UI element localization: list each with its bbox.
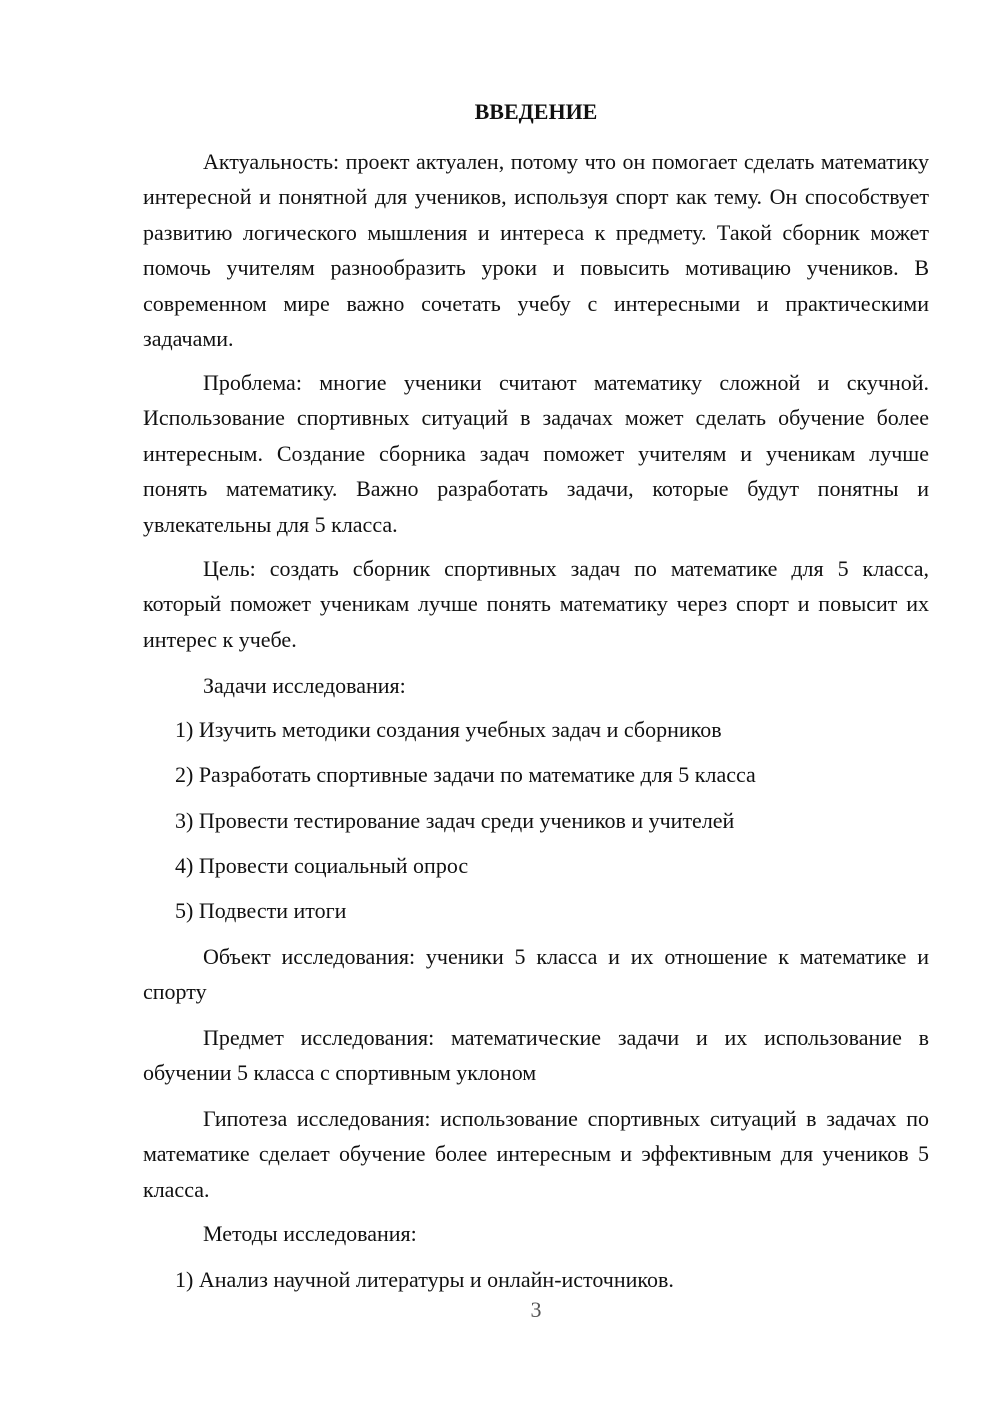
task-item: 5) Подвести итоги <box>175 898 347 923</box>
tasks-heading: Задачи исследования: <box>203 673 406 698</box>
subject-paragraph: Предмет исследования: математические задачи и их использование в обучении 5 класса с спортивным уклоном <box>143 1025 929 1086</box>
document-title: ВВЕДЕНИЕ <box>474 99 598 124</box>
task-item: 3) Провести тестирование задач среди учеников и учителей <box>175 808 735 833</box>
relevance-paragraph: Актуальность: проект актуален, потому что он помогает сделать математику интересной и понятной для учеников, используя спорт как тему. Он способствует развитию логического мышления и интереса к предмету. Такой сборник может помочь учителям разнообразить уроки и повысить мотивацию учеников. В современном мире важно сочетать учебу с интересными и практическими задачами. <box>143 149 929 352</box>
task-item: 2) Разработать спортивные задачи по математике для 5 класса <box>175 762 756 787</box>
method-item: 1) Анализ научной литературы и онлайн-источников. <box>175 1267 674 1292</box>
problem-paragraph: Проблема: многие ученики считают математику сложной и скучной. Использование спортивных ситуаций в задачах может сделать обучение более интересным. Создание сборника задач поможет учителям и ученикам лучше понять математику. Важно разработать задачи, которые будут понятны и увлекательны для 5 класса. <box>143 370 929 537</box>
task-item: 4) Провести социальный опрос <box>175 853 469 878</box>
page-number: 3 <box>530 1297 542 1322</box>
methods-heading: Методы исследования: <box>203 1221 417 1246</box>
goal-paragraph: Цель: создать сборник спортивных задач по математике для 5 класса, который поможет ученикам лучше понять математику через спорт и повысит их интерес к учебе. <box>143 556 929 652</box>
object-paragraph: Объект исследования: ученики 5 класса и их отношение к математике и спорту <box>143 944 929 1005</box>
hypothesis-paragraph: Гипотеза исследования: использование спортивных ситуаций в задачах по математике сделает обучение более интересным и эффективным для учеников 5 класса. <box>143 1106 929 1202</box>
task-item: 1) Изучить методики создания учебных задач и сборников <box>175 717 722 742</box>
